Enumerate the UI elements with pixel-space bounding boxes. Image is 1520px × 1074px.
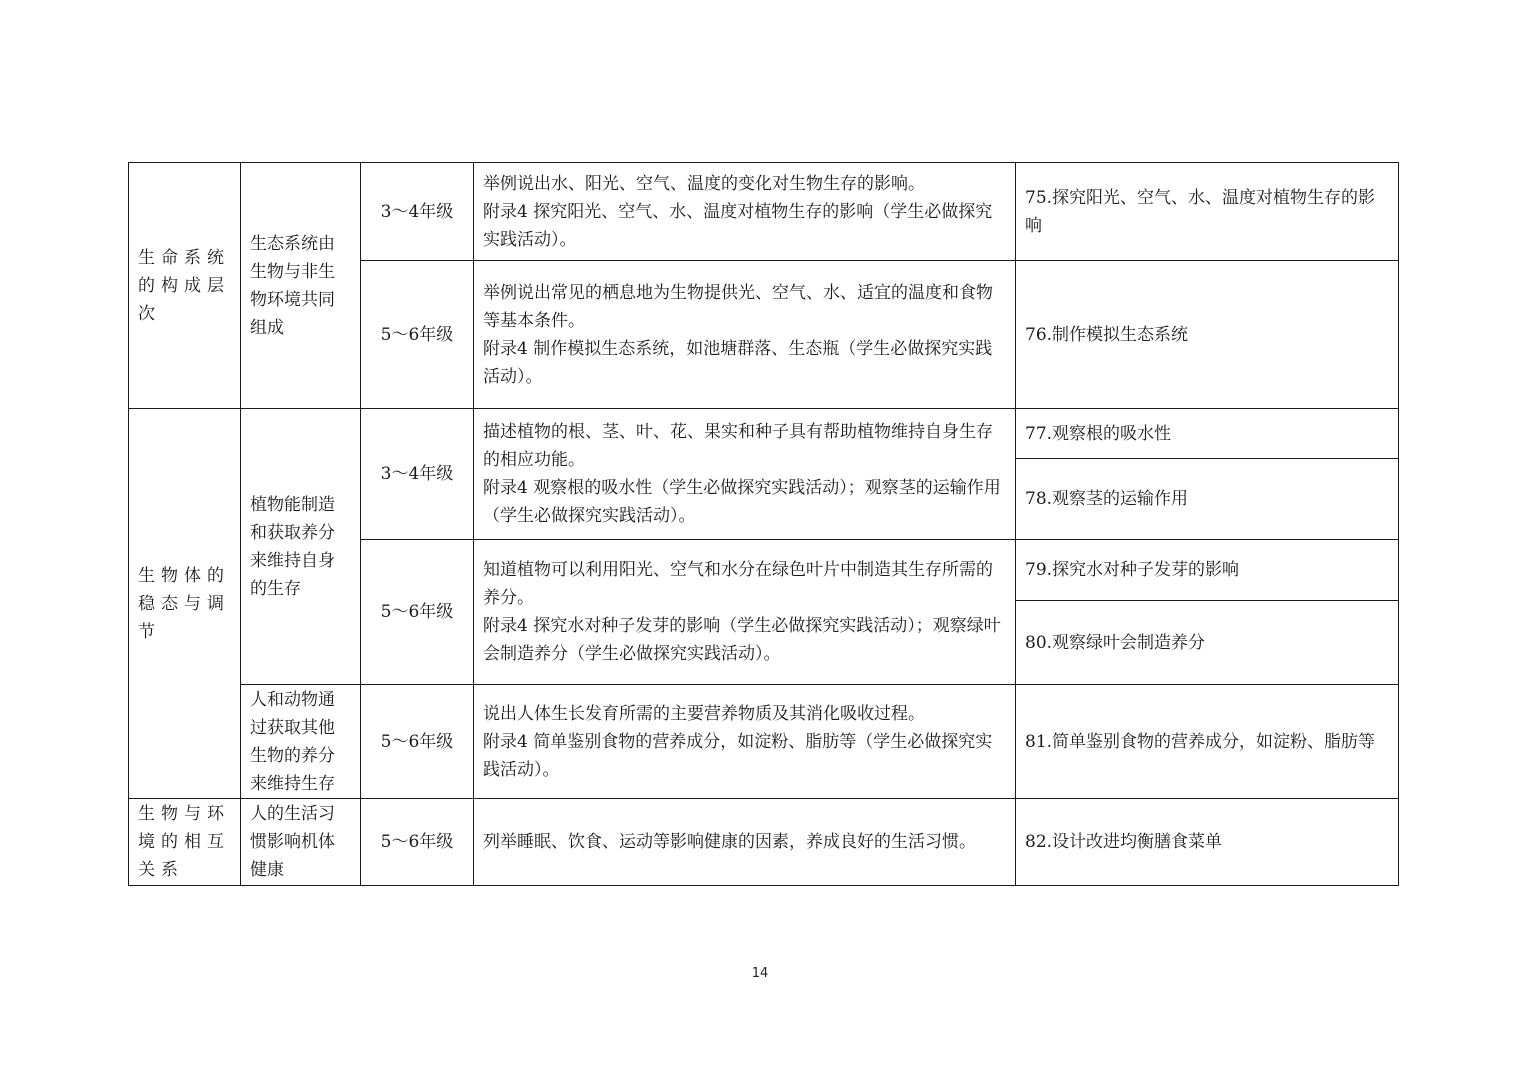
domain-cell: 生命系统的构成层次 (129, 163, 241, 409)
table-row (129, 685, 1399, 799)
concept-cell: 植物能制造和获取养分来维持自身的生存 (241, 409, 361, 685)
curriculum-table (128, 162, 1399, 886)
requirement-cell (474, 261, 1016, 409)
activity-cell: 81.简单鉴别食物的营养成分，如淀粉、脂肪等 (1016, 685, 1399, 799)
concept-cell: 生态系统由生物与非生物环境共同组成 (241, 163, 361, 409)
concept-cell: 人和动物通过获取其他生物的养分来维持生存 (241, 685, 361, 799)
domain-cell: 生物体的稳态与调节 (129, 409, 241, 799)
page-number: 14 (751, 966, 769, 981)
activity-cell: 80.观察绿叶会制造养分 (1016, 601, 1399, 685)
grade-cell: 5～6年级 (361, 799, 474, 886)
requirement-cell (474, 163, 1016, 261)
requirement-line: 附录4 制作模拟生态系统，如池塘群落、生态瓶（学生必做探究实践活动）。 (483, 338, 993, 387)
requirement-cell (474, 799, 1016, 886)
requirement-line: 附录4 探究阳光、空气、水、温度对植物生存的影响（学生必做探究实践活动）。 (483, 201, 993, 250)
requirement-line: 描述植物的根、茎、叶、花、果实和种子具有帮助植物维持自身生存的相应功能。 (483, 422, 993, 470)
grade-cell: 5～6年级 (361, 261, 474, 409)
requirement-line: 列举睡眠、饮食、运动等影响健康的因素，养成良好的生活习惯。 (483, 832, 976, 852)
requirement-line: 附录4 探究水对种子发芽的影响（学生必做探究实践活动）；观察绿叶会制造养分（学生必做探究实践活动）。 (483, 616, 1001, 664)
activity-cell: 77.观察根的吸水性 (1016, 409, 1399, 459)
domain-cell: 生物与环境的相互关系 (129, 799, 241, 886)
concept-cell: 人的生活习惯影响机体健康 (241, 799, 361, 886)
activity-cell: 75.探究阳光、空气、水、温度对植物生存的影响 (1016, 163, 1399, 261)
table-row (129, 163, 1399, 261)
activity-cell: 78.观察茎的运输作用 (1016, 459, 1399, 540)
activity-cell: 76.制作模拟生态系统 (1016, 261, 1399, 409)
requirement-line: 举例说出常见的栖息地为生物提供光、空气、水、适宜的温度和食物等基本条件。 (483, 282, 993, 331)
table-row (129, 409, 1399, 459)
requirement-line: 举例说出水、阳光、空气、温度的变化对生物生存的影响。 (483, 173, 925, 194)
requirement-line: 知道植物可以利用阳光、空气和水分在绿色叶片中制造其生存所需的养分。 (483, 560, 993, 608)
table-row (129, 799, 1399, 886)
requirement-line: 附录4 简单鉴别食物的营养成分，如淀粉、脂肪等（学生必做探究实践活动）。 (483, 731, 993, 780)
grade-cell: 5～6年级 (361, 540, 474, 685)
requirement-line: 说出人体生长发育所需的主要营养物质及其消化吸收过程。 (483, 703, 925, 724)
grade-cell: 3～4年级 (361, 409, 474, 540)
grade-cell: 3～4年级 (361, 163, 474, 261)
requirement-line: 附录4 观察根的吸水性（学生必做探究实践活动）；观察茎的运输作用（学生必做探究实践活动）。 (483, 478, 1001, 526)
requirement-cell (474, 409, 1016, 540)
requirement-cell (474, 540, 1016, 685)
requirement-cell (474, 685, 1016, 799)
activity-cell: 79.探究水对种子发芽的影响 (1016, 540, 1399, 601)
grade-cell: 5～6年级 (361, 685, 474, 799)
activity-cell: 82.设计改进均衡膳食菜单 (1016, 799, 1399, 886)
